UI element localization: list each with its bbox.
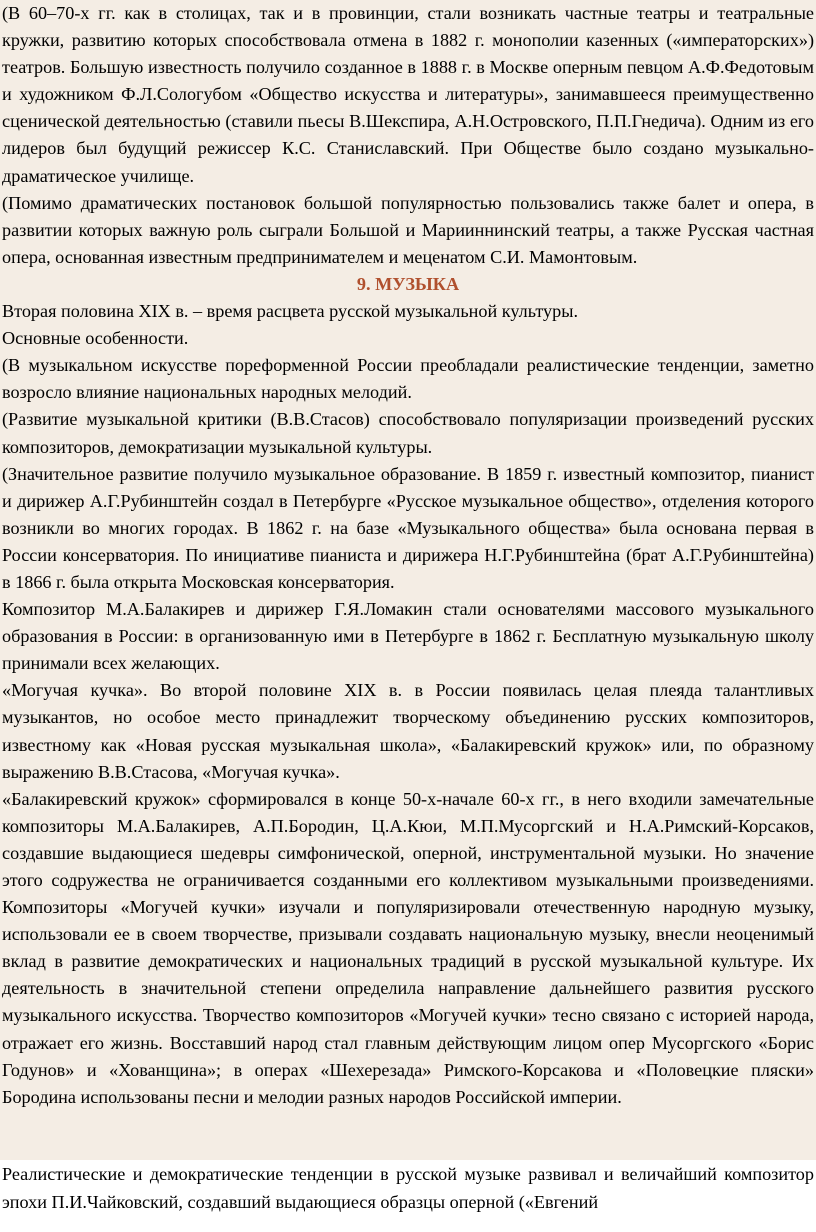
paragraph-music-intro: Вторая половина XIX в. – время расцвета русской музыкальной культуры. (2, 301, 578, 322)
paragraph-theatres: (В 60–70-х гг. как в столицах, так и в провинции, стали возникать частные театры и театральные кружки, развитию которых способствовала отмена в 1882 г. монополии казенных («императорских») театров. Большую известность получило созданное в 1888 г. в Москве оперным певцом А.Ф.Федотовым и художником Ф.Л.Сологубом «Общество искусства и литературы», занимавшееся преимущественно сценической деятельностью (ставили пьесы В.Шекспира, А.Н.Островского, П.П.Гнедича). Одним из его лидеров был будущий режиссер К.С. Станиславский. При Обществе было создано музыкально-драматическое училище. (2, 3, 814, 186)
paragraph-music-education: (Значительное развитие получило музыкальное образование. В 1859 г. известный композитор, пианист и дирижер А.Г.Рубинштейн создал в Петербурге «Русское музыкальное общество», отделения которого возникли во многих городах. В 1862 г. на базе «Музыкального общества» была основана первая в России консерватория. По инициативе пианиста и дирижера Н.Г.Рубинштейна (брат А.Г.Рубинштейна) в 1866 г. была открыта Московская консерватория. (2, 463, 814, 592)
paragraph-main-features: Основные особенности. (2, 328, 189, 349)
paragraph-music-criticism: (Развитие музыкальной критики (В.В.Стасов) способствовало популяризации произведений русских композиторов, демократизации музыкальной культуры. (2, 409, 814, 457)
paragraph-free-music-school: Композитор М.А.Балакирев и дирижер Г.Я.Ломакин стали основателями массового музыкального образования в России: в организованную ими в Петербурге в 1862 г. Бесплатную музыкальную школу принимали всех желающих. (2, 599, 814, 674)
paragraph-realism: (В музыкальном искусстве пореформенной России преобладали реалистические тенденции, заметно возросло влияние национальных народных мелодий. (2, 355, 814, 403)
paragraph-balakirev-circle: «Балакиревский кружок» сформировался в конце 50-х-начале 60-х гг., в него входили замечательные композиторы М.А.Балакирев, А.П.Бородин, Ц.А.Кюи, М.П.Мусоргский и Н.А.Римский-Корсаков, создавшие выдающиеся шедевры симфонической, оперной, инструментальной музыки. Но значение этого содружества не ограничивается созданными его коллективом музыкальными произведениями. Композиторы «Могучей кучки» изучали и популяризировали отечественную народную музыку, использовали ее в своем творчестве, призывали создавать национальную музыку, внесли неоценимый вклад в развитие демократических и национальных традиций в русской музыкальной культуре. Их деятельность в значительной степени определила направление дальнейшего развития русского музыкального искусства. Творчество композиторов «Могучей кучки» тесно связано с историей народа, отражает его жизнь. Восставший народ стал главным действующим лицом опер Мусоргского «Борис Годунов» и «Хованщина»; в операх «Шехерезада» Римского-Корсакова и «Половецкие пляски» Бородина использованы песни и мелодии разных народов Российской империи. (2, 788, 814, 1107)
paragraph-ballet-opera: (Помимо драматических постановок большой популярностью пользовались также балет и опера, в развитии которых важную роль сыграли Большой и Марииннинский театры, а также Русская частная опера, основанная известным предпринимателем и меценатом С.И. Мамонтовым. (2, 192, 814, 267)
section-heading-music: 9. МУЗЫКА (356, 273, 460, 294)
paragraph-tchaikovsky: Реалистические и демократические тенденции в русской музыке развивал и величайший композитор эпохи П.И.Чайковский, создавший выдающиеся образцы оперной («Евгений (2, 1164, 814, 1212)
unhighlighted-text-area (0, 1160, 816, 1216)
paragraph-mighty-handful: «Могучая кучка». Во второй половине XIX в. в России появилась целая плеяда талантливых музыкантов, но особое место принадлежит творческому объединению русских композиторов, известному как «Новая русская музыкальная школа», «Балакиревский кружок» или, по образному выражению В.В.Стасова, «Могучая кучка». (2, 680, 814, 782)
